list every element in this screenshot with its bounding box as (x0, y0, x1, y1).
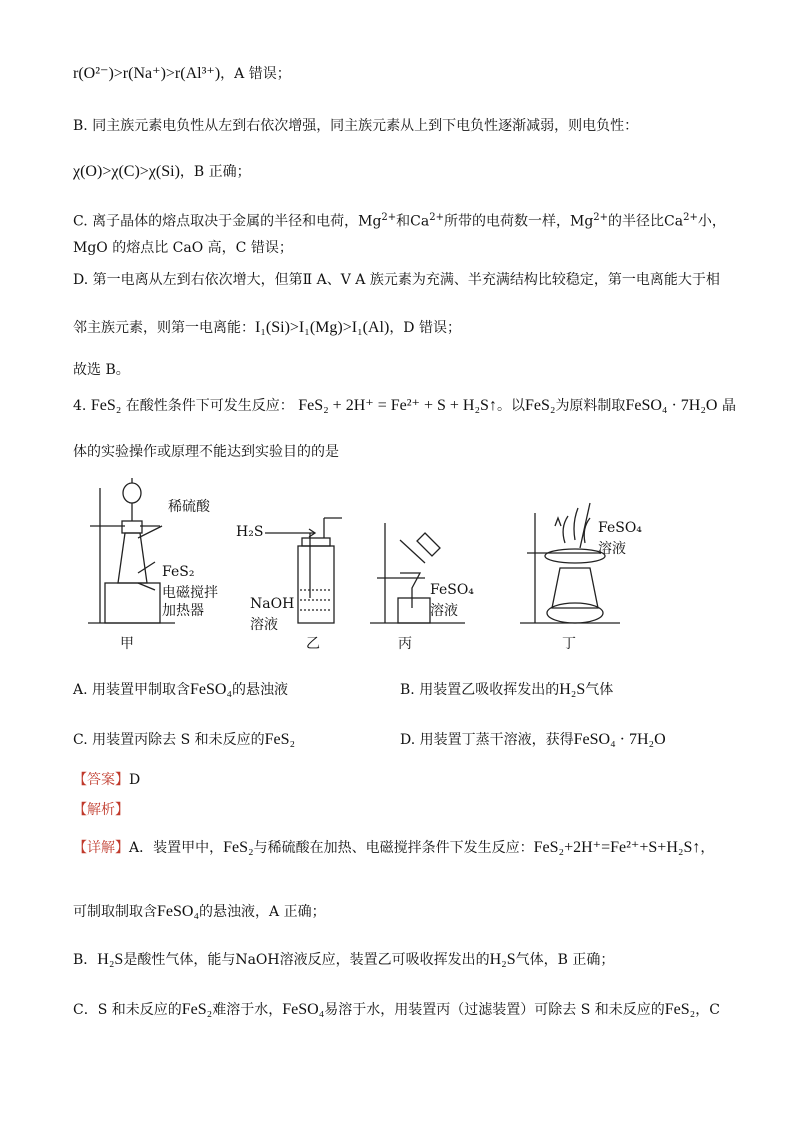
text: C．S 和未反应的 (73, 1002, 182, 1018)
formula-reaction: FeS₂ + 2H⁺ = Fe²⁺ + S + H₂S↑ (298, 397, 497, 414)
text: D. 用装置丁蒸干溶液，获得 (400, 732, 574, 748)
text: 小， (697, 213, 726, 230)
answer-label: 【答案】 (73, 772, 129, 788)
label-heater: 加热器 (162, 603, 204, 619)
text: 的半径比 (608, 213, 665, 230)
text: A. 用装置甲制取含 (73, 682, 191, 698)
label-h2s: H₂S (236, 524, 264, 540)
line-electronegativity (73, 162, 251, 182)
formula: FeS₂ (223, 839, 254, 856)
text: B． (73, 952, 98, 968)
label-naoh-solution: 溶液 (250, 617, 278, 633)
caption-yi: 乙 (306, 636, 320, 652)
text: 在酸性条件下可发生反应： (125, 398, 294, 414)
formula: FeSO₄ (190, 681, 233, 698)
text: ，C (695, 1002, 720, 1018)
text: 是酸性气体，能与NaOH溶液反应，装置乙可吸收挥发出的 (123, 952, 490, 968)
formula-reaction: FeS₂+2H⁺=Fe²⁺+S+H₂S↑ (533, 839, 701, 856)
question-4-stem-2: 体的实验操作或原理不能达到实验目的的是 (73, 444, 339, 460)
option-d (400, 730, 666, 750)
formula: H₂S (489, 951, 516, 968)
line-d-explain: D. 第一电离从左到右依次增大，但第Ⅱ A、Ⅴ A 族元素为充满、半充满结构比较稳定，第一电离能大于相 (73, 272, 720, 288)
text: ，D 错误； (389, 320, 461, 336)
label-fes2: FeS₂ (162, 564, 195, 580)
text: Mg (569, 213, 594, 230)
formula: H₂S (97, 951, 124, 968)
apparatus-figure (80, 478, 740, 653)
formula-electronegativity: χ(O)>χ(C)>χ(Si) (73, 163, 180, 180)
text: C. 用装置丙除去 S 和未反应的 (73, 732, 265, 748)
line-b-explain: B. 同主族元素电负性从左到右依次增强，同主族元素从上到下电负性逐渐减弱，则电负性： (73, 118, 639, 134)
text: Mg (358, 213, 382, 230)
caption-ding: 丁 (562, 636, 576, 652)
detail-label: 【详解】 (73, 840, 129, 856)
option-a (73, 680, 288, 700)
line-mgo: MgO 的熔点比 CaO 高，C 错误； (73, 240, 293, 256)
formula-radius: r(O²⁻)>r(Na⁺)>r(Al³⁺) (73, 65, 221, 82)
text: 易溶于水，用装置丙（过滤装置）可除去 S 和未反应的 (324, 1002, 665, 1018)
text: 所带的电荷数一样， (443, 213, 570, 230)
text: ， (700, 840, 715, 856)
text: Ca (410, 213, 430, 230)
text: 气体 (585, 682, 614, 698)
text: 邻主族元素，则第一电离能： (73, 320, 255, 336)
analysis-label: 【解析】 (73, 802, 129, 818)
formula: FeSO₄ · 7H₂O (625, 397, 718, 414)
text: Ca (664, 213, 684, 230)
caption-bing: 丙 (398, 636, 412, 652)
text: C. 离子晶体的熔点取决于金属的半径和电荷， (73, 213, 359, 230)
label-dilute-h2so4: 稀硫酸 (168, 499, 210, 515)
formula: FeSO₄ (157, 903, 200, 920)
detail-a-2 (73, 902, 326, 922)
caption-jia: 甲 (120, 636, 134, 652)
text: 晶 (721, 398, 736, 414)
answer-line (73, 770, 140, 790)
text: 。以 (496, 398, 525, 414)
line-radius-compare (73, 64, 291, 84)
text: B. 用装置乙吸收挥发出的 (400, 682, 560, 698)
formula: FeS₂ (524, 397, 556, 414)
option-c (73, 730, 295, 750)
line-choose-b: 故选 B。 (73, 362, 130, 378)
analysis-line (73, 800, 129, 820)
detail-a (73, 838, 714, 858)
text: 的悬浊液 (232, 682, 289, 698)
line-ionization (73, 318, 461, 338)
label-stirring: 电磁搅拌 (162, 585, 218, 601)
text: A．装置甲中， (129, 840, 224, 856)
text: 气体，B 正确； (515, 952, 615, 968)
text: 的悬浊液，A 正确； (199, 904, 326, 920)
formula: FeS₂ (264, 731, 296, 748)
line-text: ，B 正确； (179, 164, 251, 180)
label-naoh: NaOH (250, 596, 295, 612)
answer-value: D (129, 772, 141, 788)
detail-c (73, 1000, 720, 1020)
text: 和 (396, 213, 411, 230)
formula: FeS₂ (181, 1001, 213, 1018)
formula: H₂S (559, 681, 586, 698)
text: 可制取制取含 (73, 904, 157, 920)
formula: FeSO₄ · 7H₂O (573, 731, 666, 748)
formula: FeS₂ (90, 397, 122, 414)
detail-b (73, 950, 614, 970)
text: 为原料制取 (555, 398, 626, 414)
formula: FeSO₄ (282, 1001, 325, 1018)
label-solution-bing: 溶液 (430, 603, 458, 619)
label-feso4-bing: FeSO₄ (430, 582, 474, 598)
line-c-explain: C. 离子晶体的熔点取决于金属的半径和电荷，$Mg^{2+}$和$Ca^{2+}$所带的电荷数一样，$Mg^{2+}$的半径比$Ca^{2+}$小， (73, 212, 726, 230)
formula: FeS₂ (664, 1001, 696, 1018)
line-text: ，A 错误； (220, 66, 291, 82)
question-number: 4. (73, 398, 87, 414)
label-solution-ding: 溶液 (598, 541, 626, 557)
text: 与稀硫酸在加热、电磁搅拌条件下发生反应： (253, 840, 534, 856)
option-b (400, 680, 613, 700)
formula-ionization: I₁(Si)>I₁(Mg)>I₁(Al) (255, 319, 390, 336)
label-feso4-ding: FeSO₄ (598, 520, 642, 536)
text: 难溶于水， (212, 1002, 283, 1018)
question-4-stem (73, 396, 736, 416)
